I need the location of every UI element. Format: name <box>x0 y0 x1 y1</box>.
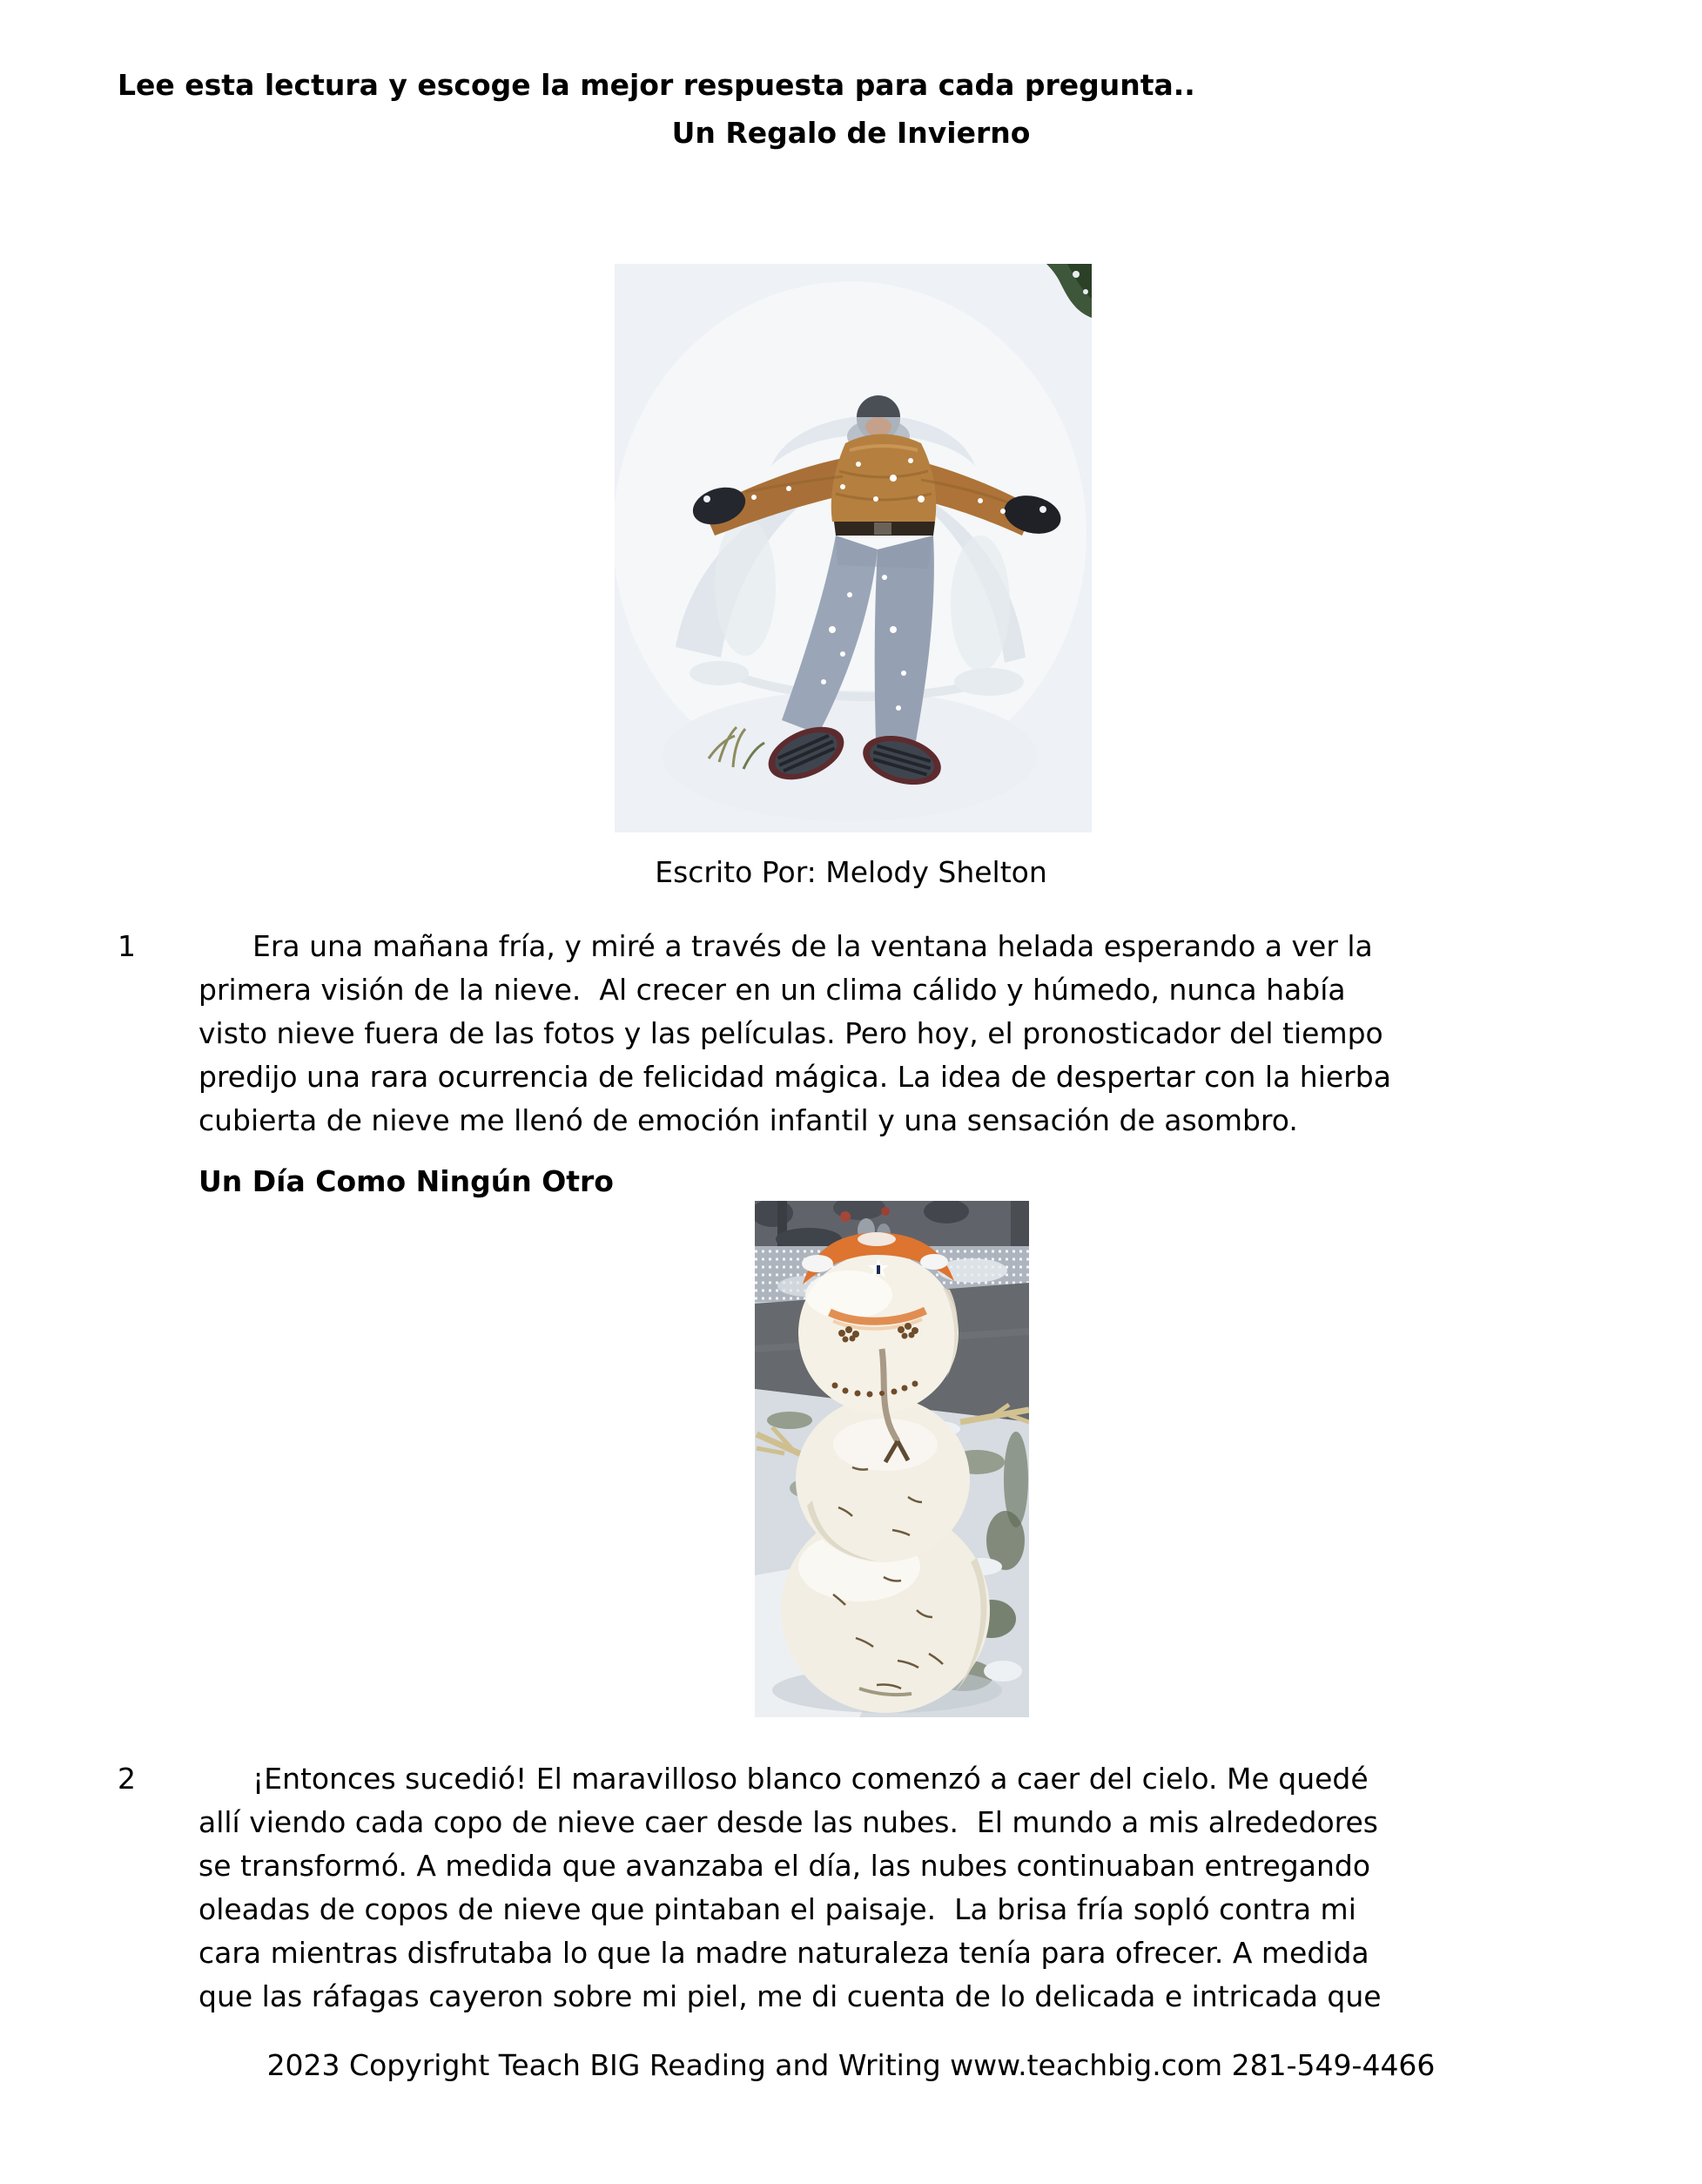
story-title: Un Regalo de Invierno <box>671 116 1031 150</box>
paragraph-1-number: 1 <box>118 929 136 963</box>
paragraph-2-text <box>198 1757 1382 2019</box>
section-subheading: Un Día Como Ningún Otro <box>198 1164 614 1198</box>
instruction-line: Lee esta lectura y escoge la mejor respuesta para cada pregunta.. <box>118 68 1195 102</box>
snowman-photo <box>755 1201 1029 1717</box>
paragraph-1-text <box>198 925 1391 1143</box>
paragraph-line: ¡Entonces sucedió! El maravilloso blanco comenzó a caer del cielo. Me quedé <box>252 1762 1369 1796</box>
belt-buckle <box>874 522 891 535</box>
face <box>865 417 891 436</box>
paragraph-line: que las ráfagas cayeron sobre mi piel, me di cuenta de lo delicada e intricada que <box>198 1979 1382 2013</box>
paragraph-2-number: 2 <box>118 1762 136 1796</box>
paragraph-2 <box>118 1757 1382 2019</box>
snowball-middle <box>796 1397 970 1562</box>
paragraph-1 <box>118 925 1391 1143</box>
paragraph-line: oleadas de copos de nieve que pintaban el paisaje. La brisa fría sopló contra mi <box>198 1892 1356 1926</box>
snow-angel-photo <box>615 264 1092 832</box>
paragraph-line: primera visión de la nieve. Al crecer en un clima cálido y húmedo, nunca había <box>198 973 1346 1007</box>
byline: Escrito Por: Melody Shelton <box>655 855 1047 889</box>
paragraph-line: allí viendo cada copo de nieve caer desde las nubes. El mundo a mis alrededores <box>198 1805 1378 1839</box>
snow-angel-illustration <box>615 264 1092 832</box>
paragraph-line: cara mientras disfrutaba lo que la madre naturaleza tenía para ofrecer. A medida <box>198 1936 1369 1970</box>
snowman-illustration <box>755 1201 1029 1717</box>
paragraph-line: se transformó. A medida que avanzaba el día, las nubes continuaban entregando <box>198 1849 1371 1883</box>
copyright-footer: 2023 Copyright Teach BIG Reading and Writing www.teachbig.com 281-549-4466 <box>266 2048 1436 2082</box>
paragraph-line: Era una mañana fría, y miré a través de la ventana helada esperando a ver la <box>252 929 1373 963</box>
paragraph-line: predijo una rara ocurrencia de felicidad mágica. La idea de despertar con la hierba <box>198 1060 1391 1094</box>
paragraph-line: visto nieve fuera de las fotos y las películas. Pero hoy, el pronosticador del tiempo <box>198 1016 1383 1050</box>
paragraph-line: cubierta de nieve me llenó de emoción infantil y una sensación de asombro. <box>198 1103 1298 1137</box>
